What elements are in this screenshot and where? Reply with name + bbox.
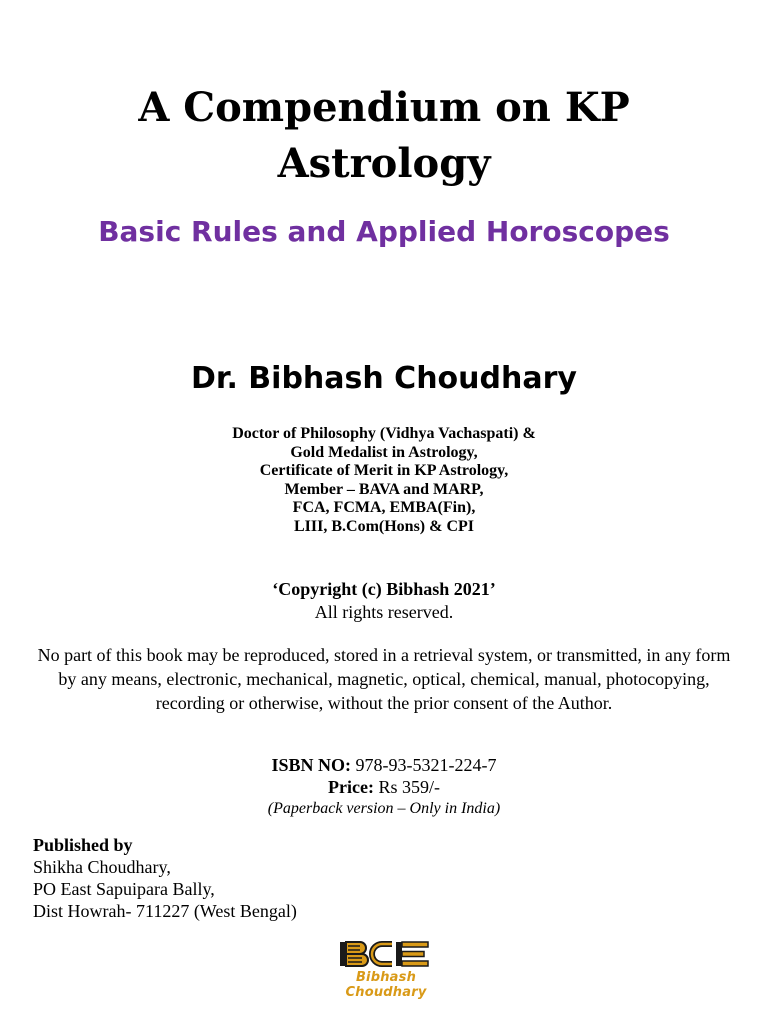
copyright-line: ‘Copyright (c) Bibhash 2021’ bbox=[272, 579, 496, 599]
isbn-price-block bbox=[0, 754, 768, 820]
book-logo-icon bbox=[316, 936, 456, 970]
publisher-name: Shikha Choudhary, bbox=[33, 857, 171, 877]
credential-line: Gold Medalist in Astrology, bbox=[290, 443, 478, 461]
isbn-label: ISBN NO: bbox=[271, 755, 352, 775]
book-title bbox=[0, 80, 768, 192]
credential-line: Certificate of Merit in KP Astrology, bbox=[259, 462, 509, 479]
author-name: Dr. Bibhash Choudhary bbox=[191, 361, 577, 396]
credential-line: LIII, B.Com(Hons) & CPI bbox=[293, 517, 474, 535]
publisher-address-2: Dist Howrah- 711227 (West Bengal) bbox=[33, 901, 297, 921]
publisher-address-1: PO East Sapuipara Bally, bbox=[33, 879, 215, 899]
logo-letter-b bbox=[340, 942, 368, 966]
isbn-line bbox=[0, 754, 768, 776]
logo-letter-e bbox=[396, 942, 428, 966]
rights-reserved: All rights reserved. bbox=[314, 602, 454, 622]
reproduction-notice: No part of this book may be reproduced, stored in a retrieval system, or transmitted, in any form by any means, electronic, mechanical, magnetic, optical, chemical, manual, photocopying, recording or otherwise, without the prior consent of the Author. bbox=[37, 645, 731, 713]
author-credentials bbox=[0, 425, 768, 536]
title-line-1: A Compendium on KP bbox=[138, 84, 630, 131]
copyright-block bbox=[0, 578, 768, 624]
credential-line: Doctor of Philosophy (Vidhya Vachaspati) & bbox=[232, 425, 536, 442]
publisher-block bbox=[33, 834, 297, 922]
price-label: Price: bbox=[328, 777, 374, 797]
edition-note: (Paperback version – Only in India) bbox=[267, 800, 501, 817]
publisher-logo bbox=[316, 936, 456, 1000]
logo-letter-c bbox=[372, 944, 392, 964]
price-value: Rs 359/- bbox=[378, 777, 440, 797]
title-line-2: Astrology bbox=[277, 140, 491, 187]
credential-line: FCA, FCMA, EMBA(Fin), bbox=[292, 499, 476, 516]
isbn-value: 978-93-5321-224-7 bbox=[355, 755, 497, 775]
price-line bbox=[0, 776, 768, 798]
publisher-heading: Published by bbox=[33, 835, 133, 855]
credential-line: Member – BAVA and MARP, bbox=[284, 480, 484, 498]
book-subtitle: Basic Rules and Applied Horoscopes bbox=[98, 215, 670, 248]
logo-text: Bibhash Choudhary bbox=[345, 970, 427, 1000]
